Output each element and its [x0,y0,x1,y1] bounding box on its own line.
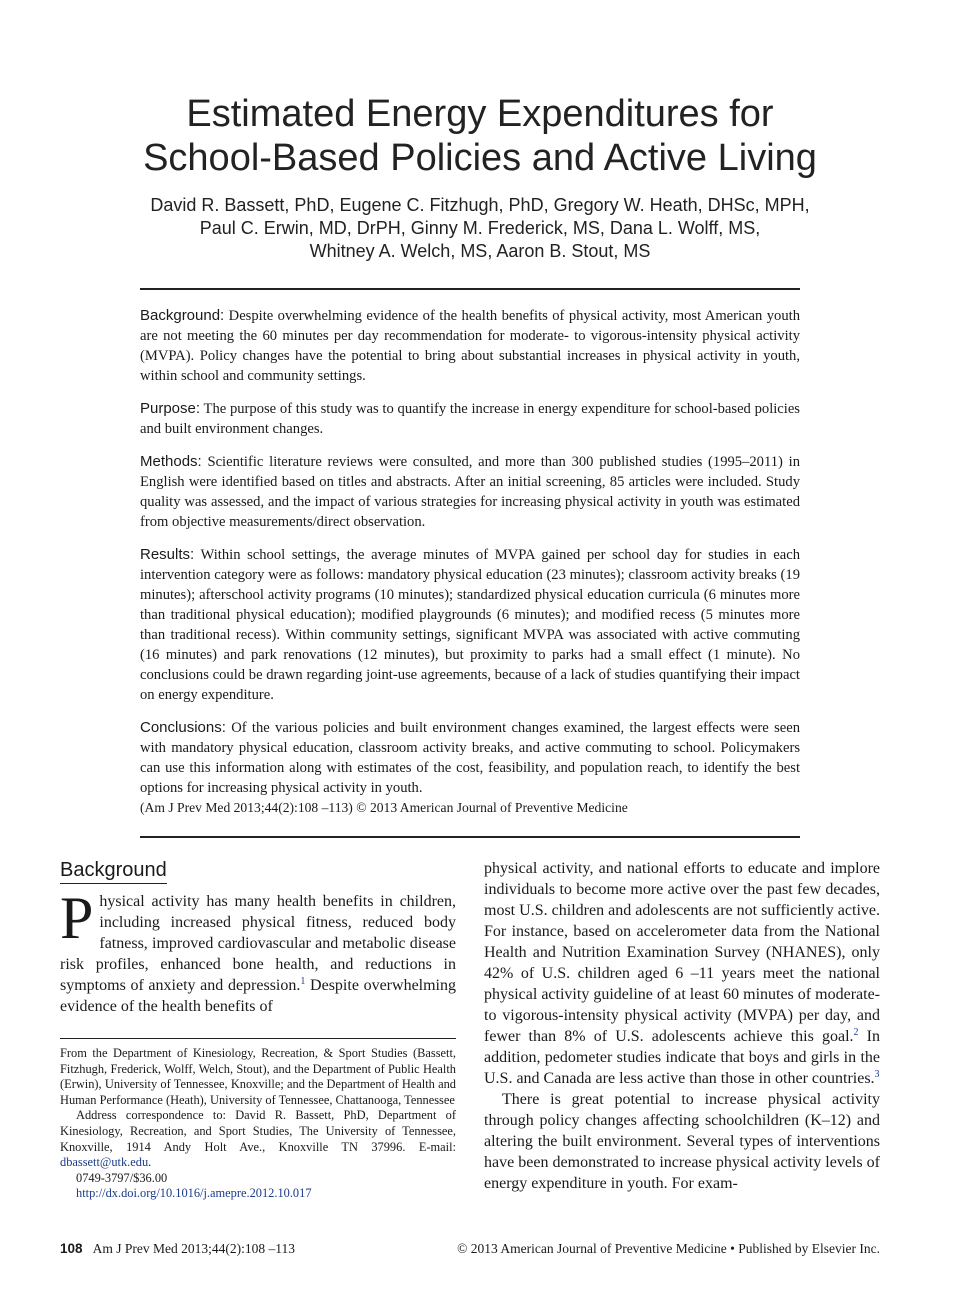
address-end: . [148,1155,152,1170]
abstract-citation: (Am J Prev Med 2013;44(2):108 –113) © 2013 American Journal of Preventive Medicine [140,800,628,815]
abstract-heading: Results: [140,546,195,563]
reference-link[interactable]: 2 [853,1027,859,1038]
body-text: Despite overwhelming evidence of the health benefits of [60,977,457,1015]
reference-link[interactable]: 1 [300,976,306,987]
title-line: Estimated Energy Expenditures for [186,93,774,135]
abstract-text: Despite overwhelming evidence of the health benefits of physical activity, most American youth are not meeting the 60 minutes per day recommendation for moderate- to vigorous-intensity physical activity (MVPA). Policy changes have the potential to bring about substantial increases in physical activity in youth, within school and community settings. [140,308,800,384]
abstract [140,306,800,830]
abstract-conclusions [140,718,800,798]
footer-right [457,1240,880,1258]
author-line: Whitney A. Welch, MS, Aaron B. Stout, MS [309,241,651,261]
footnote-rule [60,1038,456,1039]
abstract-top-rule [140,288,800,290]
address-text: Address correspondence to: David R. Bassett, PhD, Department of Kinesiology, Recreation, and Sport Studies, The University of Tennessee, Knoxville, 1914 Andy Holt Ave., Knoxville TN 37996. E-mail: [60,1108,456,1154]
abstract-bottom-rule [140,836,800,838]
body-text: physical activity, and national efforts to educate and implore individuals to become more active over the past few decades, most U.S. children and adolescents are not sufficiently active. For instance, based on accelerometer data from the National Health and Nutrition Examination Survey (NHANES), only 42% of U.S. children aged 6 –11 years meet the national physical activity guideline of at least 60 minutes of moderate- to vigorous-intensity physical activity (MVPA) per day, and fewer than 8% of U.S. adolescents achieve this goal. [484,860,880,1045]
page-number: 108 [60,1241,83,1256]
abstract-heading: Conclusions: [140,719,226,736]
abstract-heading: Methods: [140,453,202,470]
abstract-heading: Background: [140,307,225,324]
author-line: Paul C. Erwin, MD, DrPH, Ginny M. Frederick, MS, Dana L. Wolff, MS, [199,218,761,238]
title-line: School-Based Policies and Active Living [143,137,817,179]
abstract-text: Scientific literature reviews were consulted, and more than 300 published studies (1995–2011) in English were identified based on titles and abstracts. After an initial screening, 85 articles were included. Study quality was assessed, and the impact of various strategies for increasing physical activity in youth was estimated from objective measurements/direct observation. [140,454,800,530]
publisher: Published by Elsevier Inc. [738,1241,880,1256]
body-paragraph [484,858,880,1089]
abstract-purpose [140,399,800,439]
issn-code: 0749-3797/$36.00 [76,1170,168,1185]
abstract-text: The purpose of this study was to quantify the increase in energy expenditure for school-based policies and built environment changes. [140,401,800,437]
right-column-body [484,858,880,1194]
author-list [60,194,900,263]
left-column-body [60,885,457,1017]
copyright: © 2013 American Journal of Preventive Medicine [457,1241,727,1256]
journal-citation: Am J Prev Med 2013;44(2):108 –113 [92,1241,296,1256]
abstract-text: Of the various policies and built environment changes examined, the largest effects were seen with mandatory physical education, classroom activity breaks, and active commuting to school. Policymakers can use this information along with estimates of the cost, feasibility, and population reach, to identify the best options for increasing physical activity in youth. [140,720,800,796]
drop-cap: P [60,885,94,951]
section-heading: Background [60,858,167,884]
body-paragraph: There is great potential to increase physical activity through policy changes affecting schoolchildren (K–12) and altering the built environment. Several types of interventions have been demonstrated to increase physical activity levels of energy expenditure in youth. For exam- [484,1091,880,1192]
abstract-background [140,306,800,386]
body-paragraph [60,885,457,1017]
footer-left [60,1240,295,1258]
affiliation-text: From the Department of Kinesiology, Recreation, & Sport Studies (Bassett, Fitzhugh, Frederick, Wolff, Welch, Stout), and the Department of Public Health (Erwin), University of Tennessee, Knoxville; and the Department of Health and Human Performance (Heath), University of Tennessee, Chattanooga, Tennessee [60,1046,456,1107]
abstract-heading: Purpose: [140,400,201,417]
doi-link[interactable]: http://dx.doi.org/10.1016/j.amepre.2012.10.017 [76,1186,312,1201]
abstract-methods [140,452,800,532]
article-title [60,92,900,180]
abstract-results [140,545,800,705]
email-link[interactable]: dbassett@utk.edu [60,1155,149,1170]
reference-link[interactable]: 3 [874,1069,880,1080]
body-text: In addition, pedometer studies indicate that boys and girls in the U.S. and Canada are less active than those in other countries. [484,1028,881,1087]
abstract-text: Within school settings, the average minutes of MVPA gained per school day for studies in each intervention category were as follows: mandatory physical education (23 minutes); classroom activity breaks (19 minutes); afterschool activity programs (10 minutes); standardized physical education curricula (6 minutes more than traditional physical education); modified playgrounds (6 minutes); and modified recess (5 minutes more than traditional recess). Within community settings, significant MVPA was associated with active commuting (16 minutes) and park renovations (12 minutes), but proximity to parks had a small effect (1 minute). No conclusions could be drawn regarding joint-use agreements, because of a lack of studies quantifying their impact on energy expenditure. [140,547,800,703]
footer-bullet: • [730,1241,735,1256]
body-text: hysical activity has many health benefits in children, including increased physical fitness, reduced body fatness, improved cardiovascular and metabolic disease risk profiles, enhanced bone health, and reductions in symptoms of anxiety and depression. [60,893,456,994]
author-line: David R. Bassett, PhD, Eugene C. Fitzhugh, PhD, Gregory W. Heath, DHSc, MPH, [150,195,810,215]
footnote [60,1046,456,1202]
correspondence-text [60,1108,456,1170]
